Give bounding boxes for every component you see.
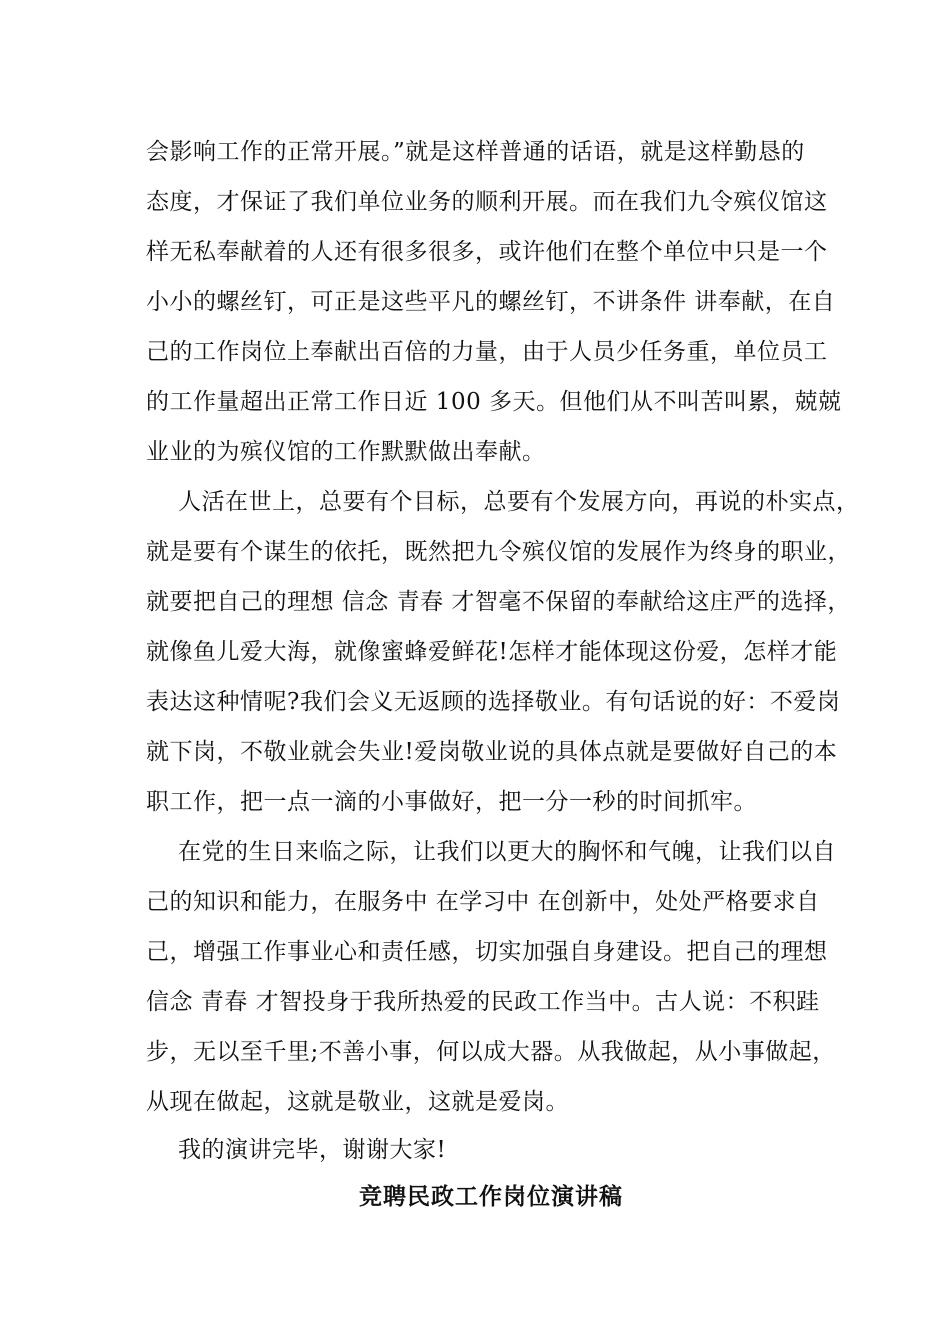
paragraph-2-line-6: 就下岗，不敬业就会失业!爱岗敬业说的具体点就是要做好自己的本 (146, 739, 838, 765)
paragraph-2-line-1: 人活在世上，总要有个目标，总要有个发展方向，再说的朴实点， (178, 489, 860, 515)
paragraph-1-line-3: 样无私奉献着的人还有很多很多，或许他们在整个单位中只是一个 (146, 239, 828, 265)
paragraph-2-line-4: 就像鱼儿爱大海，就像蜜蜂爱鲜花!怎样才能体现这份爱，怎样才能 (146, 639, 838, 665)
paragraph-1-line-1: 会影响工作的正常开展。”就是这样普通的话语，就是这样勤恳的 (146, 139, 805, 165)
paragraph-3-line-1: 在党的生日来临之际，让我们以更大的胸怀和气魄，让我们以自 (178, 839, 836, 865)
paragraph-1-line-7: 业业的为殡仪馆的工作默默做出奉献。 (146, 439, 546, 465)
paragraph-3-line-6: 从现在做起，这就是敬业，这就是爱岗。 (146, 1089, 569, 1115)
paragraph-3-line-2: 己的知识和能力，在服务中 在学习中 在创新中，处处严格要求自 (146, 889, 820, 915)
paragraph-1-line-4: 小小的螺丝钉，可正是这些平凡的螺丝钉，不讲条件 讲奉献，在自 (146, 289, 836, 315)
paragraph-1-line-2: 态度，才保证了我们单位业务的顺利开展。而在我们九令殡仪馆这 (146, 189, 828, 215)
paragraph-2-line-5: 表达这种情呢?我们会义无返顾的选择敬业。有句话说的好：不爱岗 (146, 689, 841, 715)
next-document-title: 竞聘民政工作岗位演讲稿 (359, 1183, 623, 1210)
paragraph-1-line-6: 的工作量超出正常工作日近 100 多天。但他们从不叫苦叫累，兢兢 (146, 389, 842, 415)
paragraph-3-line-4: 信念 青春 才智投身于我所热爱的民政工作当中。古人说：不积跬 (146, 989, 820, 1015)
paragraph-2-line-7: 职工作，把一点一滴的小事做好，把一分一秒的时间抓牢。 (146, 789, 757, 815)
paragraph-1-line-5: 己的工作岗位上奉献出百倍的力量，由于人员少任务重，单位员工 (146, 339, 828, 365)
paragraph-2-line-2: 就是要有个谋生的依托，既然把九令殡仪馆的发展作为终身的职业， (146, 539, 851, 565)
paragraph-2-line-3: 就要把自己的理想 信念 青春 才智毫不保留的奉献给这庄严的选择， (146, 589, 851, 615)
paragraph-3-line-3: 己，增强工作事业心和责任感，切实加强自身建设。把自己的理想 (146, 939, 828, 965)
paragraph-3-line-5: 步，无以至千里;不善小事，何以成大器。从我做起，从小事做起， (146, 1039, 836, 1065)
paragraph-4-line-1: 我的演讲完毕，谢谢大家! (178, 1137, 447, 1163)
